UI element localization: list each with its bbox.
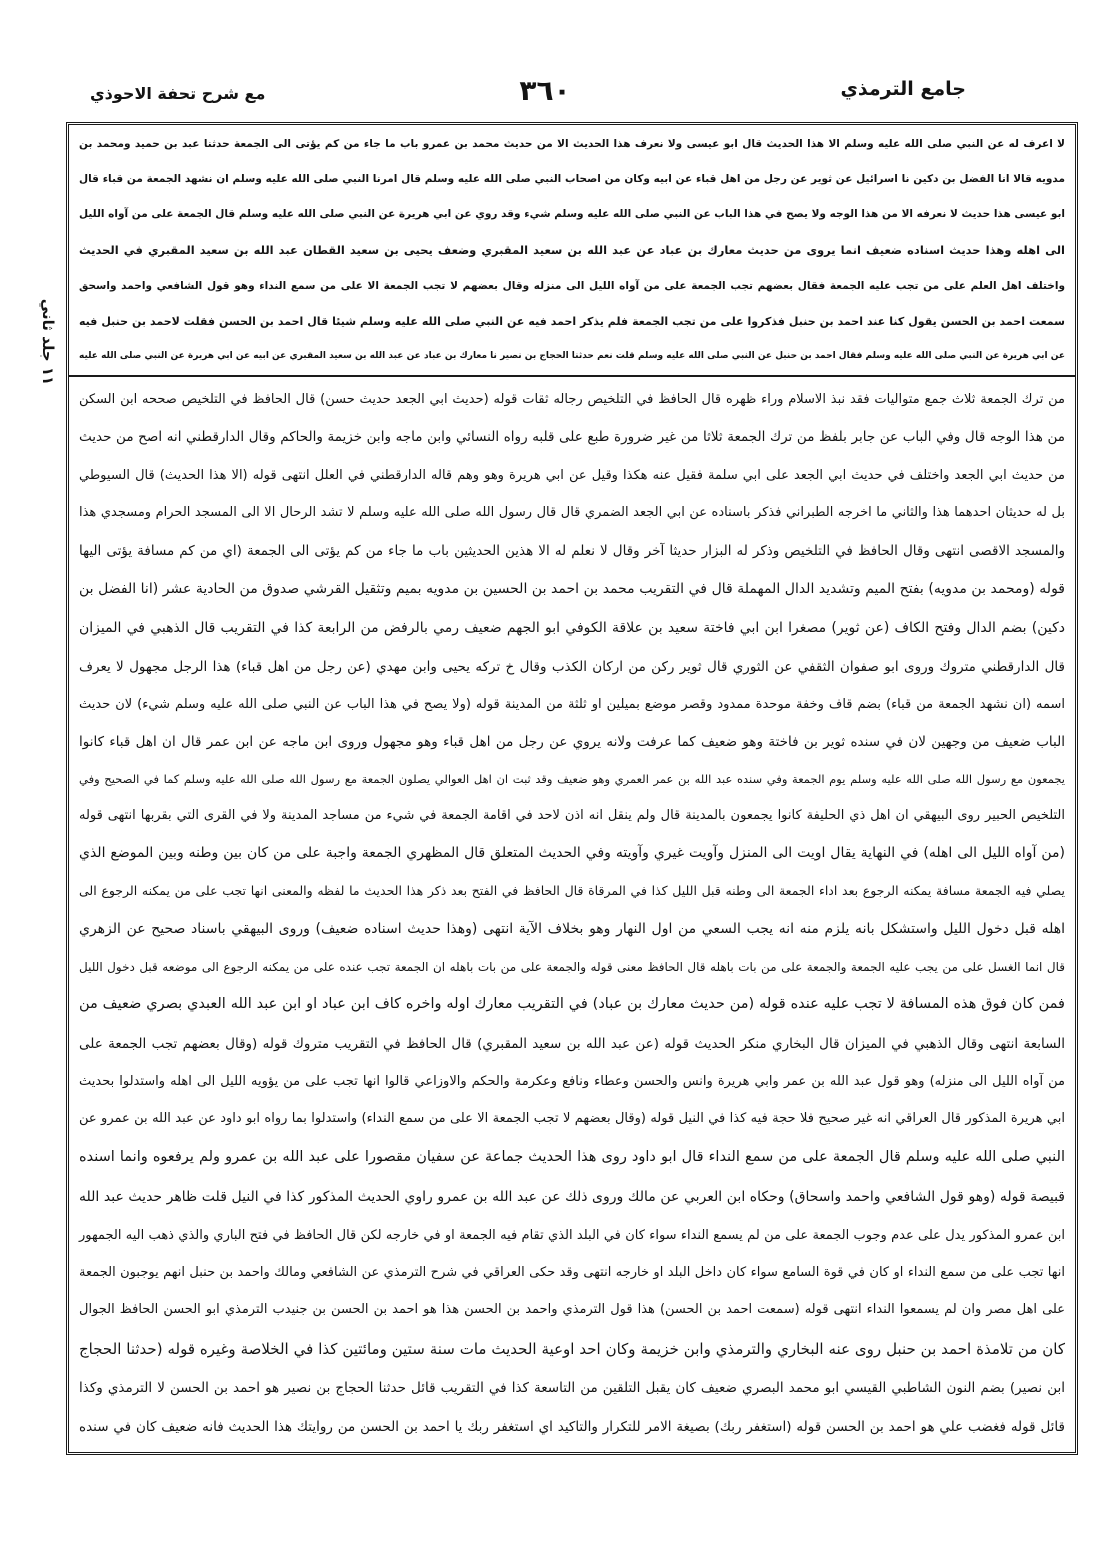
commentary-line: كان من تلامذة احمد بن حنبل روى عنه البخاري والترمذي وابن خزيمة وكان احد اوعية الحديث مات سنة ستين ومائتين كذا في الخلاصة وغيره قوله (حدثنا الحجاج [79, 1339, 1065, 1358]
page-number: ٣٦٠ [519, 74, 571, 107]
commentary-line: على اهل مصر وان لم يسمعوا النداء انتهى قوله (سمعت احمد بن الحسن) هذا قول الترمذي واحمد بن الحسن هذا هو احمد بن الحسن بن جنيدب الترمذي ابو الحسن الحافظ الجوال [79, 1302, 1065, 1318]
text-frame [66, 122, 1078, 1455]
commentary-line: قبيصة قوله (وهو قول الشافعي واحمد واسحاق) وحكاه ابن العربي عن مالك وروى ذلك عن عبد الله بن عمرو راوي الحديث المذكور كذا في النيل قلت ظاهر حديث عبد الله [79, 1188, 1065, 1205]
commentary-line: ابن نصير) بضم النون الشاطبي القيسي ابو محمد البصري ضعيف كان يقبل التلقين من التاسعة كذا في التقريب قائل حدثنا الحجاج بن نصير هو احمد بن الحسن لا الترمذي وكذا [79, 1380, 1065, 1397]
commentary-line: اهله قبل دخول الليل واستشكل بانه يلزم منه انه يجب السعي من اول النهار وهو بخلاف الآية انتهى (وهذا حديث اسناده ضعيف) وروى البيهقي باسناد صحيح عن الزهري [79, 921, 1065, 938]
commentary-line: قال الدارقطني متروك وروى ابو صفوان الثقفي عن الثوري قال ثوير ركن من اركان الكذب وقال خ تركه يحيى وابن مهدي (عن رجل من اهل قباء) هذا الرجل مجهول لا يعرف [79, 658, 1065, 675]
commentary-line: بل له حديثان احدهما هذا والثاني ما اخرجه الطبراني فذكر باسناده عن ابي الجعد الضمري قال قال رسول الله صلى الله عليه وسلم لا تشد الرحال الا الى المسجد الحرام ومسجدي هذا [79, 505, 1065, 521]
commentary-line: من هذا الوجه قال وفي الباب عن جابر بلفظ من ترك الجمعة ثلاثا من غير ضرورة طبع على قلبه رواه النسائي وابن ماجه وابن خزيمة والحاكم وقال الدارقطني انه اصح من حديث [79, 429, 1065, 446]
commentary-section [69, 377, 1075, 1452]
commentary-line: ابن عمرو المذكور يدل على عدم وجوب الجمعة على من لم يسمع النداء سواء كان في البلد الذي تقام فيه الجمعة او في خارجه لكن قال الحافظ في فتح الباري والذي ذهب اليه الجمهور [79, 1227, 1065, 1243]
commentary-line: من آواه الليل الى منزله) وهو قول عبد الله بن عمر وابي هريرة وانس والحسن وعطاء ونافع وعكرمة والحكم والاوزاعي قالوا انها تجب على من يؤويه الليل الى اهله واستدلوا بحديث [79, 1073, 1065, 1089]
commentary-line: دكين) بضم الدال وفتح الكاف (عن ثوير) مصغرا ابن ابي فاختة سعيد بن علاقة الكوفي ابو الجهم ضعيف رمي بالرفض من الرابعة كذا في التقريب قال الذهبي في الميزان [79, 619, 1065, 636]
commentary-line: من ترك الجمعة ثلاث جمع متواليات فقد نبذ الاسلام وراء ظهره قال الحافظ في التلخيص رجاله ثقات قوله (حديث ابي الجعد حديث حسن) قال الحافظ في التلخيص صححه ابن السكن [79, 391, 1065, 407]
matn-line: سمعت احمد بن الحسن يقول كنا عند احمد بن حنبل فذكروا على من تجب الجمعة فلم يذكر احمد فيه عن النبي صلى الله عليه وسلم شيئا قال احمد بن الحسن فقلت لاحمد بن حنبل فيه [79, 314, 1065, 328]
commentary-line: اسمه (ان نشهد الجمعة من قباء) بضم قاف وخفة موحدة ممدود وقصر موضع بميلين او ثلثة من المدينة قوله (ولا يصح في هذا الباب عن النبي صلى الله عليه وسلم شيء) لان حديث [79, 696, 1065, 712]
commentary-line: الباب ضعيف من وجهين لان في سنده ثوير بن فاختة وهو ضعيف كما عرفت ولانه يروي عن رجل من اهل قباء وهو مجهول وروى ابن ماجه عن ابن عمر قال ان اهل قباء كانوا [79, 734, 1065, 751]
commentary-line: فمن كان فوق هذه المسافة لا تجب عليه عنده قوله (من حديث معارك بن عباد) في التقريب معارك اوله واخره كاف ابن عباد او ابن عبد الله العبدي بصري ضعيف من [79, 995, 1065, 1012]
matn-line: الى اهله وهذا حديث اسناده ضعيف انما يروى من حديث معارك بن عباد عن عبد الله بن سعيد المقبري وضعف يحيى بن سعيد القطان عبد الله بن سعيد المقبري في الحديث [79, 243, 1065, 258]
matn-line: عن ابي هريرة عن النبي صلى الله عليه وسلم فقال احمد بن حنبل عن النبي صلى الله عليه وسلم قلت نعم حدثنا الحجاج بن نصير نا معارك بن عباد عن عبد الله بن سعيد المقبري عن ابيه عن ابي هريرة عن النبي صلى الله عليه [79, 350, 1065, 361]
matn-line: لا اعرف له عن النبي صلى الله عليه وسلم الا هذا الحديث قال ابو عيسى ولا نعرف هذا الحديث الا من حديث محمد بن عمرو باب ما جاء من كم يؤتى الى الجمعة حدثنا عبد بن حميد ومحمد بن [79, 137, 1065, 150]
commentary-line: قال انما الغسل على من يجب عليه الجمعة والجمعة على من بات باهله قال الحافظ معنى قوله والجمعة على من بات باهله ان الجمعة تجب عنده على من يمكنه الرجوع الى موضعه قبل دخول الليل [79, 960, 1065, 975]
commentary-line: (من آواه الليل الى اهله) في النهاية يقال اويت الى المنزل وآويت غيري وآويته وفي الحديث المتعلق قال المظهري الجمعة واجبة على من كان بين وطنه وبين الموضع الذي [79, 845, 1065, 862]
commentary-line: انها تجب على من سمع النداء او كان في قوة السامع سواء كان داخل البلد او خارجه انتهى وقد حكى العراقي في شرح الترمذي عن الشافعي ومالك واحمد بن حنبل انهم يوجبون الجمعة [79, 1265, 1065, 1281]
commentary-title: مع شرح تحفة الاحوذي [90, 84, 266, 103]
margin-note: ١١ جلد ثاني [39, 298, 57, 386]
commentary-line: السابعة انتهى وقال الذهبي في الميزان قال البخاري منكر الحديث قوله (عن عبد الله بن سعيد المقبري) قال الحافظ في التقريب متروك قوله (وقال بعضهم تجب الجمعة على [79, 1035, 1065, 1052]
book-title: جامع الترمذي [840, 78, 966, 100]
hadith-text-section [69, 125, 1075, 377]
commentary-line: قائل قوله فغضب علي هو احمد بن الحسن قوله (استغفر ربك) بصيغة الامر للتكرار والتاكيد اي استغفر ربك يا احمد بن الحسن من روايتك هذا الحديث فانه ضعيف كان في سنده [79, 1418, 1065, 1435]
commentary-line: والمسجد الاقصى انتهى وقال الحافظ في التلخيص وذكر له البزار حديثا آخر وقال لا نعلم له الا هذين الحديثين باب ما جاء من كم يؤتى الى الجمعة (اي من كم مسافة يؤتى اليها [79, 542, 1065, 559]
commentary-line: النبي صلى الله عليه وسلم قال الجمعة على من سمع النداء قال ابو داود روى هذا الحديث جماعة عن سفيان مقصورا على عبد الله بن عمرو ولم يرفعوه وانما اسنده [79, 1148, 1065, 1165]
matn-line: واختلف اهل العلم على من تجب عليه الجمعة فقال بعضهم تجب الجمعة على من آواه الليل الى منزله وقال بعضهم لا تجب الجمعة الا على من سمع النداء وهو قول الشافعي واحمد واسحق [79, 279, 1065, 292]
commentary-line: التلخيص الحبير روى البيهقي ان اهل ذي الحليفة كانوا يجمعون بالمدينة قال ولم ينقل انه اذن لاحد في اقامة الجمعة في شيء من مساجد المدينة ولا في القرى التي بقربها انتهى قوله [79, 807, 1065, 823]
commentary-line: يصلي فيه الجمعة مسافة يمكنه الرجوع بعد اداء الجمعة الى وطنه قبل الليل كذا في المرقاة قال الحافظ في الفتح بعد ذكر هذا الحديث ما لفظه والمعنى انها تجب على من يمكنه الرجوع الى [79, 883, 1065, 899]
commentary-line: قوله (ومحمد بن مدويه) بفتح الميم وتشديد الدال المهملة قال في التقريب محمد بن احمد بن الحسين بن مدويه بميم وتثقيل القرشي صدوق من الحادية عشر (انا الفضل بن [79, 580, 1065, 597]
matn-line: مدويه قالا انا الفضل بن دكين نا اسرائيل عن ثوير عن رجل من اهل قباء عن ابيه وكان من اصحاب النبي صلى الله عليه وسلم قال امرنا النبي صلى الله عليه وسلم ان نشهد الجمعة من قباء قال [79, 172, 1065, 185]
matn-line: ابو عيسى هذا حديث لا نعرفه الا من هذا الوجه ولا يصح في هذا الباب عن النبي صلى الله عليه وسلم شيء وقد روي عن ابي هريرة عن النبي صلى الله عليه وسلم قال الجمعة على من آواه الليل [79, 207, 1065, 220]
commentary-line: ابي هريرة المذكور قال العراقي انه غير صحيح فلا حجة فيه كذا في النيل قوله (وقال بعضهم لا تجب الجمعة الا على من سمع النداء) واستدلوا بما رواه ابو داود عن عبد الله بن عمرو عن [79, 1111, 1065, 1127]
commentary-line: من حديث ابي الجعد واختلف في حديث ابي الجعد على ابي سلمة فقيل عنه هكذا وقيل عن ابي هريرة وهو وهم قاله الدارقطني في العلل انتهى قوله (الا هذا الحديث) قال السيوطي [79, 467, 1065, 483]
commentary-line: يجمعون مع رسول الله صلى الله عليه وسلم يوم الجمعة وفي سنده عبد الله بن عمر العمري وهو ضعيف وقد ثبت ان اهل العوالي يصلون الجمعة مع رسول الله صلى الله عليه وسلم كما في الصحيح وفي [79, 771, 1065, 786]
